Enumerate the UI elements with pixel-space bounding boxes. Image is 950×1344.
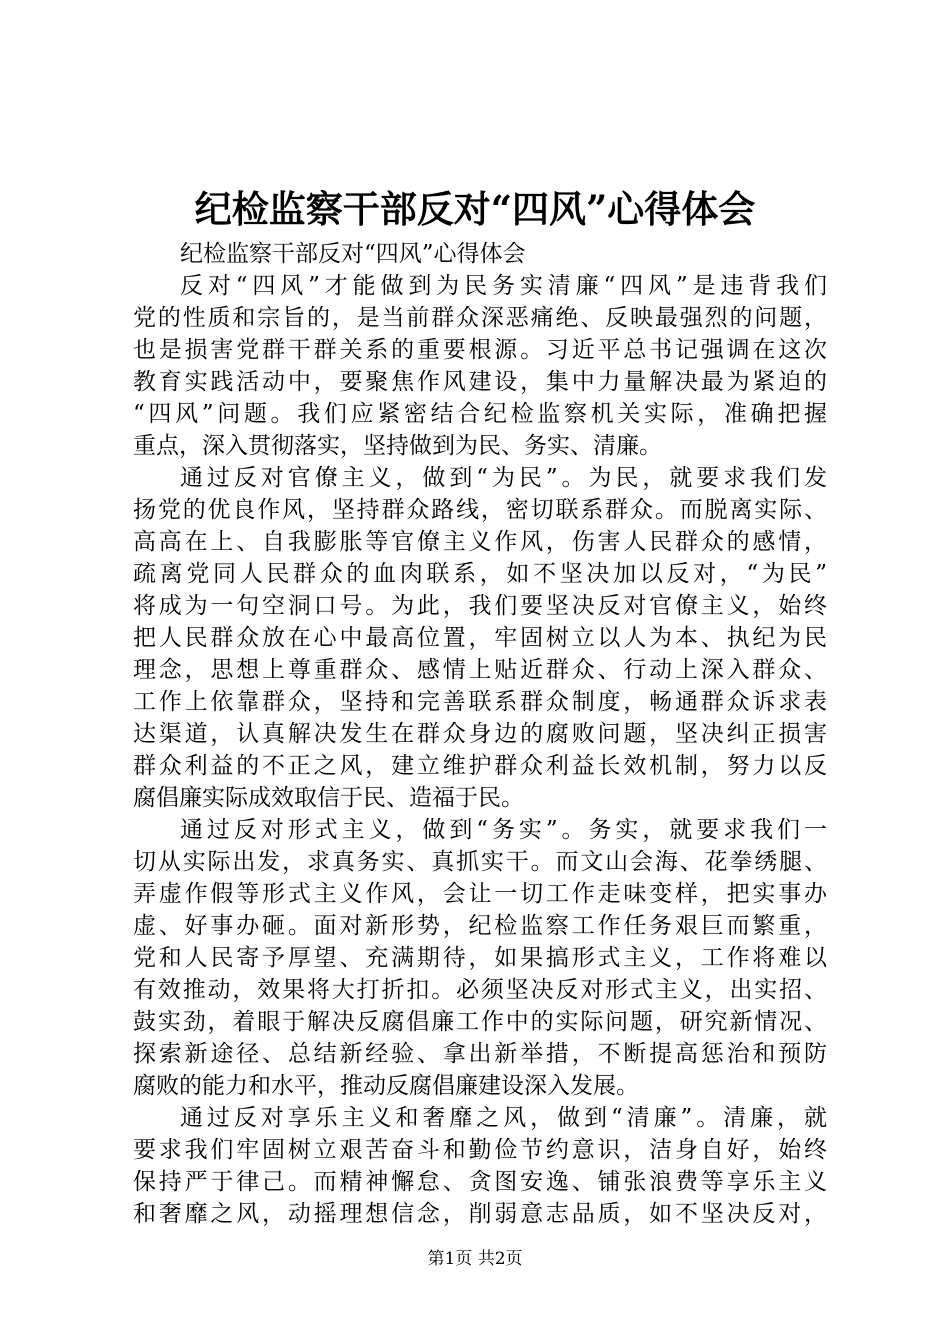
paragraph-line: 要求我们牢固树立艰苦奋斗和勤俭节约意识，洁身自好，始终	[133, 1137, 827, 1163]
paragraph-line: 工作上依靠群众，坚持和完善联系群众制度，畅通群众诉求表	[133, 689, 827, 715]
paragraph-line: 疏离党同人民群众的血肉联系，如不坚决加以反对，“为民”	[133, 561, 827, 587]
paragraph-line: 群众利益的不正之风，建立维护群众利益长效机制，努力以反	[133, 753, 827, 779]
paragraph-line: 虚、好事办砸。面对新形势，纪检监察工作任务艰巨而繁重，	[133, 913, 827, 939]
paragraph-line: 和奢靡之风，动摇理想信念，削弱意志品质，如不坚决反对，	[133, 1201, 827, 1227]
paragraph-container	[133, 270, 827, 1230]
paragraph-line: 有效推动，效果将大打折扣。必须坚决反对形式主义，出实招、	[133, 977, 827, 1003]
paragraph-line: 弄虚作假等形式主义作风，会让一切工作走味变样，把实事办	[133, 881, 827, 907]
paragraph-line: 将成为一句空洞口号。为此，我们要坚决反对官僚主义，始终	[133, 593, 827, 619]
page-footer: 第1页 共2页	[427, 1249, 523, 1269]
document-body	[133, 238, 827, 1230]
paragraph-line: 党和人民寄予厚望、充满期待，如果搞形式主义，工作将难以	[133, 945, 827, 971]
paragraph-line: 反对“四风”才能做到为民务实清廉“四风”是违背我们	[180, 273, 827, 299]
paragraph-line: 通过反对享乐主义和奢靡之风，做到“清廉”。清廉，就	[180, 1105, 827, 1131]
paragraph	[133, 814, 827, 1102]
paragraph-line: 通过反对官僚主义，做到“为民”。为民，就要求我们发	[180, 465, 827, 491]
paragraph-line: 重点，深入贯彻落实，坚持做到为民、务实、清廉。	[133, 433, 662, 459]
paragraph-line: “四风”问题。我们应紧密结合纪检监察机关实际，准确把握	[133, 401, 827, 427]
paragraph	[133, 270, 827, 462]
document-subtitle: 纪检监察干部反对“四风”心得体会	[180, 241, 526, 267]
paragraph	[133, 1102, 827, 1230]
paragraph	[133, 462, 827, 814]
paragraph-line: 党的性质和宗旨的，是当前群众深恶痛绝、反映最强烈的问题，	[133, 305, 827, 331]
paragraph-line: 切从实际出发，求真务实、真抓实干。而文山会海、花拳绣腿、	[133, 849, 827, 875]
paragraph-line: 理念，思想上尊重群众、感情上贴近群众、行动上深入群众、	[133, 657, 827, 683]
paragraph-line: 通过反对形式主义，做到“务实”。务实，就要求我们一	[180, 817, 827, 843]
paragraph-line: 把人民群众放在心中最高位置，牢固树立以人为本、执纪为民	[133, 625, 827, 651]
paragraph-line: 扬党的优良作风，坚持群众路线，密切联系群众。而脱离实际、	[133, 497, 827, 523]
document-title: 纪检监察干部反对“四风”心得体会	[194, 187, 756, 231]
paragraph-line: 探索新途径、总结新经验、拿出新举措，不断提高惩治和预防	[133, 1041, 827, 1067]
paragraph-line: 保持严于律己。而精神懈怠、贪图安逸、铺张浪费等享乐主义	[133, 1169, 827, 1195]
paragraph-line: 也是损害党群干群关系的重要根源。习近平总书记强调在这次	[133, 337, 827, 363]
paragraph-line: 高高在上、自我膨胀等官僚主义作风，伤害人民群众的感情，	[133, 529, 827, 555]
paragraph-line: 教育实践活动中，要聚焦作风建设，集中力量解决最为紧迫的	[133, 369, 827, 395]
paragraph-line: 鼓实劲，着眼于解决反腐倡廉工作中的实际问题，研究新情况、	[133, 1009, 827, 1035]
paragraph-line: 腐倡廉实际成效取信于民、造福于民。	[133, 785, 524, 811]
paragraph-line: 腐败的能力和水平，推动反腐倡廉建设深入发展。	[133, 1073, 639, 1099]
paragraph-line: 达渠道，认真解决发生在群众身边的腐败问题，坚决纠正损害	[133, 721, 827, 747]
